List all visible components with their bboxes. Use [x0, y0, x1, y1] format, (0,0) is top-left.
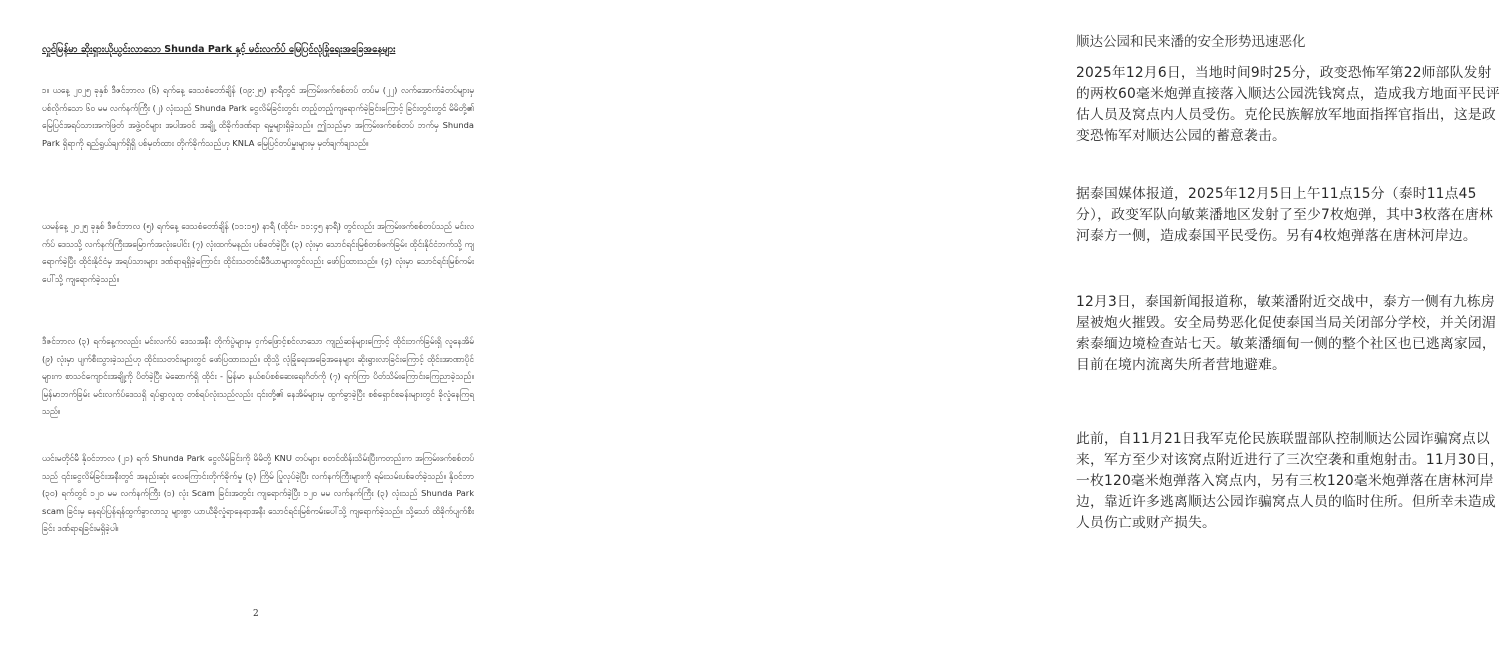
burmese-paragraph-1: ၁။ ယနေ့ ၂၀၂၅ ခုနှစ် ဒီဇင်ဘာလ (၆) ရက်နေ့ ဒေသစံတော်ချိန် (၀၉:၂၅) နာရီတွင် အကြမ်းဖက်စစ်တပ် တပ်မ (၂၂) လက်အောက်ခံတပ်များမှ ပစ်လိုက်သော ၆၀ မမ လက်နက်ကြီး (၂) လုံးသည် Shunda Park ငွေလိမ်ခြင်းတွင်း တည့်တည့်ကျရောက်ခဲ့ခြင်းကြောင့် ခြင်းတွင်းတွင် မိမိတို့၏ မြေပြင်အရပ်သားအကဲဖြတ် အဖွဲ့ဝင်များ အပါအဝင် အချို့ ထိခိုက်ဒဏ်ရာ ရမှုများရှိခဲ့သည်။ ဤသည်မှာ အကြမ်းဖက်စစ်တပ် ဘက်မှ Shunda Park ရှိရာကို ရည်ရွယ်ချက်ရှိရှိ ပစ်မှတ်ထား တိုက်ခိုက်သည်ဟု KNLA မြေပြင်တပ်မှူးများမှ မှတ်ချက်ချသည်။	[42, 85, 474, 148]
chinese-title: 顺达公园和民来潘的安全形势迅速恶化	[1076, 34, 1306, 50]
chinese-paragraph-2: 据泰国媒体报道，2025年12月5日上午11点15分（泰时11点45分），政变军队向敏莱潘地区发射了至少7枚炮弹，其中3枚落在唐林河泰方一侧，造成泰国平民受伤。另有4枚炮弹落在唐林河岸边。	[1076, 186, 1493, 244]
burmese-paragraph-4: ယင်းမတိုင်မီ နိုဝင်ဘာလ (၂၁) ရက် Shunda Park ငွေလိမ်ခြင်းကို မိမိတို့ KNU တပ်များ စတင်ထိန်းသိမ်းပြီးကတည်းက အကြမ်းဖက်စစ်တပ်သည် ၎င်းငွေလိမ်ခြင်းအနီးတွင် အနည်းဆုံး လေကြောင်းတိုက်ခိုက်မှု (၃) ကြိမ် ပြုလုပ်ခဲ့ပြီး လက်နက်ကြီးများကို ရမ်းသမ်းပစ်ခတ်ခဲ့သည်။ နိုဝင်ဘာ (၃၀) ရက်တွင် ၁၂၀ မမ လက်နက်ကြီး (၁) လုံး Scam ခြင်းအတွင်း ကျရောက်ခဲ့ပြီး ၁၂၀ မမ လက်နက်ကြီး (၃) လုံးသည် Shunda Park scam ခြင်းမှ နေရပ်ပြန်ရန်ထွက်ခွာလာသူ များစွာ ယာယီခိုလှုံရာနေရာအနီး သောင်ရင်းမြစ်ကမ်းပေါ်သို့ ကျရောက်ခဲ့သည်။ သို့သော် ထိခိုက်ပျက်စီးခြင်း ဒဏ်ရာရခြင်းမရှိခဲ့ပါ။	[42, 453, 474, 534]
page-number: 2	[253, 609, 259, 619]
burmese-page	[0, 0, 512, 662]
burmese-paragraph-3: ဒီဇင်ဘာလ (၃) ရက်နေ့ကလည်း မင်းလက်ပ် ဒေသအနီး တိုက်ပွဲများမှ ငှက်ဖြောင့်စင်လာသော ကျည်ဆန်များကြောင့် ထိုင်းဘက်ခြမ်းရှိ လူနေအိမ် (၉) လုံးမှာ ပျက်စီးသွားခဲ့သည်ဟု ထိုင်းသတင်းများတွင် ဖော်ပြထားသည်။ ထိုသို့ လုံခြုံရေးအခြေအနေများ ဆိုးရွားလာခြင်းကြောင့် ထိုင်းအာဏာပိုင်များက စာသင်ကျောင်းအချို့ကို ပိတ်ခဲ့ပြီး မဲဆောက်ရှိ ထိုင်း - မြန်မာ နယ်စပ်စစ်ဆေးရေးဂိတ်ကို (၇) ရက်ကြာ ပိတ်သိမ်းကြောင်းကြေညာခဲ့သည်။ မြန်မာဘက်ခြမ်း မင်းလက်ပ်ဒေသရှိ ရပ်ရွာလူထု တစ်ရပ်လုံးသည်လည်း ၎င်းတို့၏ နေအိမ်များမှ ထွက်ခွာခဲ့ပြီး စစ်ရှောင်စခန်းများတွင် ခိုလှုံနေကြရသည်။	[42, 336, 474, 417]
chinese-paragraph-3: 12月3日，泰国新闻报道称，敏莱潘附近交战中，泰方一侧有九栋房屋被炮火摧毁。安全局势恶化促使泰国当局关闭部分学校，并关闭湄索泰缅边境检查站七天。敏莱潘缅甸一侧的整个社区也已逃离家园，目前在境内流离失所者营地避难。	[1076, 294, 1496, 373]
chinese-paragraph-4: 此前，自11月21日我军克伦民族联盟部队控制顺达公园诈骗窝点以来，军方至少对该窝点附近进行了三次空袭和重炮射击。11月30日，一枚120毫米炮弹落入窝点内，另有三枚120毫米炮弹落在唐林河岸边，靠近许多逃离顺达公园诈骗窝点人员的临时住所。但所幸未造成人员伤亡或财产损失。	[1076, 431, 1504, 531]
burmese-title: လှုင်မြန်မာ ဆိုးရှားယိုယွင်းလာသော Shunda Park နှင့် မင်းလက်ပ် မြေပြင်လုံခြုံရေးအခြေအနေများ	[42, 44, 396, 55]
burmese-paragraph-2: ယမန်နေ့ ၂၀၂၅ ခုနှစ် ဒီဇင်ဘာလ (၅) ရက်နေ့ ဒေသစံတော်ချိန် (၁၁:၁၅) နာရီ (ထိုင်း- ၁၁:၄၅ နာရီ) တွင်လည်း အကြမ်းဖက်စစ်တပ်သည် မင်းလက်ပ် ဒေသသို့ လက်နက်ကြီးအမြောက်အလုံးပေါင်း (၇) လုံးထက်မနည်း ပစ်ခတ်ခဲ့ပြီး (၃) လုံးမှာ သောင်ရင်းမြစ်တစ်ဖက်ခြမ်း ထိုင်းနိုင်ငံဘက်သို့ ကျရောက်ခဲ့ပြီး ထိုင်းနိုင်ငံမှ အရပ်သားများ ဒဏ်ရာရရှိခဲ့ကြောင်း ထိုင်းသတင်းမီဒီယာများတွင်လည်း ဖော်ပြထားသည်။ (၄) လုံးမှာ သောင်ရင်းမြစ်ကမ်းပေါ်သို့ ကျရောက်ခဲ့သည်။	[42, 221, 474, 284]
chinese-page	[512, 0, 1504, 662]
chinese-paragraph-1: 2025年12月6日，当地时间9时25分，政变恐怖军第22师部队发射的两枚60毫米炮弹直接落入顺达公园洗钱窝点，造成我方地面平民评估人员及窝点内人员受伤。克伦民族解放军地面指挥官指出，这是政变恐怖军对顺达公园的蓄意袭击。	[1076, 65, 1500, 144]
